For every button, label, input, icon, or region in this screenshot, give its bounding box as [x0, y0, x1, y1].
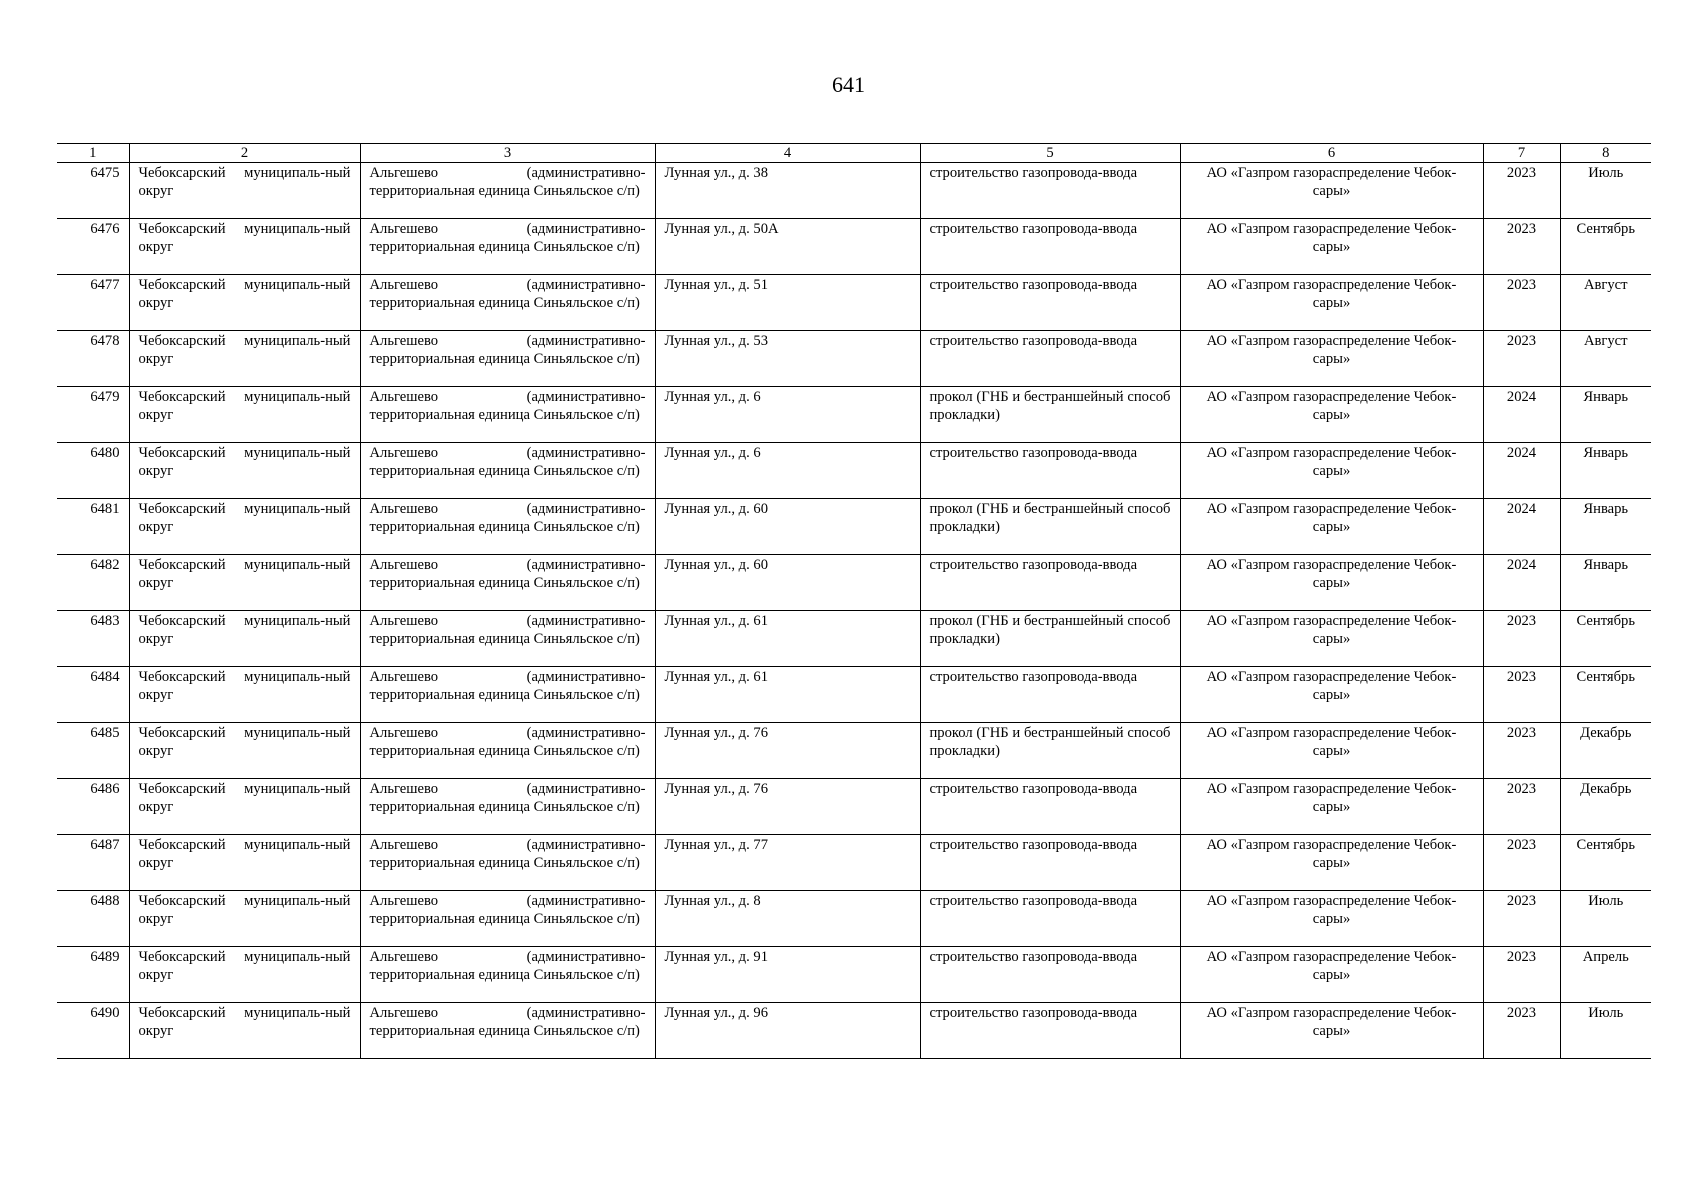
cell-number: 6480 [57, 443, 129, 499]
cell-month: Декабрь [1560, 723, 1651, 779]
cell-organization: АО «Газпром газораспределение Чебок-сары» [1180, 723, 1483, 779]
cell-month: Сентябрь [1560, 835, 1651, 891]
header-row [57, 144, 1651, 163]
cell-address: Лунная ул., д. 50А [655, 219, 920, 275]
table-row [57, 947, 1651, 1003]
cell-number: 6490 [57, 1003, 129, 1059]
cell-work-type: строительство газопровода-ввода [920, 947, 1180, 1003]
cell-number: 6477 [57, 275, 129, 331]
column-header: 4 [655, 144, 920, 163]
cell-year: 2023 [1483, 667, 1560, 723]
cell-address: Лунная ул., д. 6 [655, 387, 920, 443]
data-table [57, 143, 1651, 1059]
cell-settlement: Альгешево (административно-территориальная единица Синьяльское с/п) [360, 835, 655, 891]
cell-year: 2023 [1483, 891, 1560, 947]
cell-organization: АО «Газпром газораспределение Чебок-сары» [1180, 947, 1483, 1003]
cell-number: 6488 [57, 891, 129, 947]
cell-settlement: Альгешево (административно-территориальная единица Синьяльское с/п) [360, 219, 655, 275]
cell-year: 2023 [1483, 163, 1560, 219]
cell-address: Лунная ул., д. 51 [655, 275, 920, 331]
column-header: 7 [1483, 144, 1560, 163]
table-row [57, 275, 1651, 331]
cell-number: 6478 [57, 331, 129, 387]
cell-settlement: Альгешево (административно-территориальная единица Синьяльское с/п) [360, 387, 655, 443]
cell-work-type: строительство газопровода-ввода [920, 1003, 1180, 1059]
cell-settlement: Альгешево (административно-территориальная единица Синьяльское с/п) [360, 275, 655, 331]
cell-settlement: Альгешево (административно-территориальная единица Синьяльское с/п) [360, 443, 655, 499]
cell-month: Сентябрь [1560, 667, 1651, 723]
cell-district: Чебоксарский муниципаль-ный округ [129, 779, 360, 835]
cell-work-type: строительство газопровода-ввода [920, 443, 1180, 499]
cell-month: Август [1560, 331, 1651, 387]
page-number: 641 [832, 72, 865, 97]
column-header: 3 [360, 144, 655, 163]
cell-number: 6487 [57, 835, 129, 891]
cell-organization: АО «Газпром газораспределение Чебок-сары» [1180, 555, 1483, 611]
cell-address: Лунная ул., д. 61 [655, 667, 920, 723]
cell-number: 6486 [57, 779, 129, 835]
cell-year: 2023 [1483, 947, 1560, 1003]
cell-year: 2024 [1483, 387, 1560, 443]
cell-address: Лунная ул., д. 6 [655, 443, 920, 499]
cell-district: Чебоксарский муниципаль-ный округ [129, 331, 360, 387]
cell-month: Декабрь [1560, 779, 1651, 835]
cell-number: 6481 [57, 499, 129, 555]
cell-work-type: строительство газопровода-ввода [920, 835, 1180, 891]
cell-district: Чебоксарский муниципаль-ный округ [129, 1003, 360, 1059]
cell-address: Лунная ул., д. 60 [655, 555, 920, 611]
cell-number: 6482 [57, 555, 129, 611]
cell-month: Апрель [1560, 947, 1651, 1003]
cell-work-type: строительство газопровода-ввода [920, 779, 1180, 835]
cell-year: 2023 [1483, 835, 1560, 891]
cell-month: Сентябрь [1560, 219, 1651, 275]
cell-settlement: Альгешево (административно-территориальная единица Синьяльское с/п) [360, 611, 655, 667]
cell-year: 2023 [1483, 1003, 1560, 1059]
cell-work-type: строительство газопровода-ввода [920, 891, 1180, 947]
cell-month: Июль [1560, 163, 1651, 219]
cell-address: Лунная ул., д. 96 [655, 1003, 920, 1059]
cell-address: Лунная ул., д. 76 [655, 723, 920, 779]
cell-settlement: Альгешево (административно-территориальная единица Синьяльское с/п) [360, 891, 655, 947]
cell-number: 6489 [57, 947, 129, 1003]
cell-organization: АО «Газпром газораспределение Чебок-сары» [1180, 331, 1483, 387]
table-row [57, 835, 1651, 891]
cell-month: Январь [1560, 555, 1651, 611]
cell-address: Лунная ул., д. 8 [655, 891, 920, 947]
cell-year: 2024 [1483, 555, 1560, 611]
cell-organization: АО «Газпром газораспределение Чебок-сары» [1180, 891, 1483, 947]
cell-district: Чебоксарский муниципаль-ный округ [129, 443, 360, 499]
table-row [57, 443, 1651, 499]
cell-address: Лунная ул., д. 77 [655, 835, 920, 891]
cell-district: Чебоксарский муниципаль-ный округ [129, 387, 360, 443]
table-row [57, 1003, 1651, 1059]
cell-settlement: Альгешево (административно-территориальная единица Синьяльское с/п) [360, 947, 655, 1003]
cell-work-type: строительство газопровода-ввода [920, 555, 1180, 611]
cell-district: Чебоксарский муниципаль-ный округ [129, 891, 360, 947]
cell-year: 2023 [1483, 331, 1560, 387]
cell-address: Лунная ул., д. 38 [655, 163, 920, 219]
cell-work-type: прокол (ГНБ и бестраншейный способ прокладки) [920, 499, 1180, 555]
column-header: 8 [1560, 144, 1651, 163]
cell-organization: АО «Газпром газораспределение Чебок-сары» [1180, 499, 1483, 555]
column-header: 5 [920, 144, 1180, 163]
cell-work-type: прокол (ГНБ и бестраншейный способ прокладки) [920, 387, 1180, 443]
cell-settlement: Альгешево (административно-территориальная единица Синьяльское с/п) [360, 723, 655, 779]
cell-month: Июль [1560, 891, 1651, 947]
table-body [57, 163, 1651, 1059]
table-row [57, 219, 1651, 275]
cell-settlement: Альгешево (административно-территориальная единица Синьяльское с/п) [360, 163, 655, 219]
cell-number: 6475 [57, 163, 129, 219]
cell-organization: АО «Газпром газораспределение Чебок-сары» [1180, 611, 1483, 667]
table-row [57, 331, 1651, 387]
cell-district: Чебоксарский муниципаль-ный округ [129, 947, 360, 1003]
table-row [57, 779, 1651, 835]
cell-year: 2023 [1483, 723, 1560, 779]
cell-year: 2023 [1483, 779, 1560, 835]
table-row [57, 891, 1651, 947]
table-row [57, 387, 1651, 443]
table-row [57, 611, 1651, 667]
cell-work-type: строительство газопровода-ввода [920, 219, 1180, 275]
cell-year: 2024 [1483, 443, 1560, 499]
cell-work-type: прокол (ГНБ и бестраншейный способ прокладки) [920, 723, 1180, 779]
cell-district: Чебоксарский муниципаль-ный округ [129, 611, 360, 667]
table-row [57, 723, 1651, 779]
cell-district: Чебоксарский муниципаль-ный округ [129, 723, 360, 779]
cell-work-type: строительство газопровода-ввода [920, 275, 1180, 331]
cell-work-type: строительство газопровода-ввода [920, 667, 1180, 723]
cell-settlement: Альгешево (административно-территориальная единица Синьяльское с/п) [360, 555, 655, 611]
cell-settlement: Альгешево (административно-территориальная единица Синьяльское с/п) [360, 779, 655, 835]
cell-number: 6485 [57, 723, 129, 779]
cell-month: Январь [1560, 443, 1651, 499]
column-header: 2 [129, 144, 360, 163]
cell-work-type: прокол (ГНБ и бестраншейный способ прокладки) [920, 611, 1180, 667]
cell-year: 2023 [1483, 611, 1560, 667]
cell-month: Июль [1560, 1003, 1651, 1059]
cell-district: Чебоксарский муниципаль-ный округ [129, 219, 360, 275]
cell-number: 6479 [57, 387, 129, 443]
cell-organization: АО «Газпром газораспределение Чебок-сары» [1180, 443, 1483, 499]
cell-month: Январь [1560, 387, 1651, 443]
cell-organization: АО «Газпром газораспределение Чебок-сары» [1180, 779, 1483, 835]
cell-organization: АО «Газпром газораспределение Чебок-сары» [1180, 387, 1483, 443]
column-header: 6 [1180, 144, 1483, 163]
table-row [57, 499, 1651, 555]
cell-organization: АО «Газпром газораспределение Чебок-сары» [1180, 219, 1483, 275]
cell-organization: АО «Газпром газораспределение Чебок-сары» [1180, 275, 1483, 331]
cell-month: Сентябрь [1560, 611, 1651, 667]
cell-address: Лунная ул., д. 60 [655, 499, 920, 555]
cell-address: Лунная ул., д. 76 [655, 779, 920, 835]
cell-address: Лунная ул., д. 91 [655, 947, 920, 1003]
cell-work-type: строительство газопровода-ввода [920, 163, 1180, 219]
cell-district: Чебоксарский муниципаль-ный округ [129, 555, 360, 611]
cell-settlement: Альгешево (административно-территориальная единица Синьяльское с/п) [360, 331, 655, 387]
cell-organization: АО «Газпром газораспределение Чебок-сары» [1180, 667, 1483, 723]
table-row [57, 667, 1651, 723]
cell-settlement: Альгешево (административно-территориальная единица Синьяльское с/п) [360, 1003, 655, 1059]
cell-settlement: Альгешево (административно-территориальная единица Синьяльское с/п) [360, 667, 655, 723]
cell-month: Январь [1560, 499, 1651, 555]
cell-address: Лунная ул., д. 61 [655, 611, 920, 667]
cell-address: Лунная ул., д. 53 [655, 331, 920, 387]
cell-number: 6483 [57, 611, 129, 667]
cell-organization: АО «Газпром газораспределение Чебок-сары» [1180, 835, 1483, 891]
table-row [57, 163, 1651, 219]
cell-district: Чебоксарский муниципаль-ный округ [129, 275, 360, 331]
cell-settlement: Альгешево (административно-территориальная единица Синьяльское с/п) [360, 499, 655, 555]
cell-year: 2024 [1483, 499, 1560, 555]
cell-year: 2023 [1483, 219, 1560, 275]
cell-work-type: строительство газопровода-ввода [920, 331, 1180, 387]
cell-number: 6476 [57, 219, 129, 275]
cell-district: Чебоксарский муниципаль-ный округ [129, 835, 360, 891]
cell-year: 2023 [1483, 275, 1560, 331]
table-row [57, 555, 1651, 611]
cell-organization: АО «Газпром газораспределение Чебок-сары» [1180, 1003, 1483, 1059]
cell-organization: АО «Газпром газораспределение Чебок-сары» [1180, 163, 1483, 219]
cell-district: Чебоксарский муниципаль-ный округ [129, 163, 360, 219]
cell-district: Чебоксарский муниципаль-ный округ [129, 667, 360, 723]
cell-month: Август [1560, 275, 1651, 331]
cell-district: Чебоксарский муниципаль-ный округ [129, 499, 360, 555]
cell-number: 6484 [57, 667, 129, 723]
column-header: 1 [57, 144, 129, 163]
